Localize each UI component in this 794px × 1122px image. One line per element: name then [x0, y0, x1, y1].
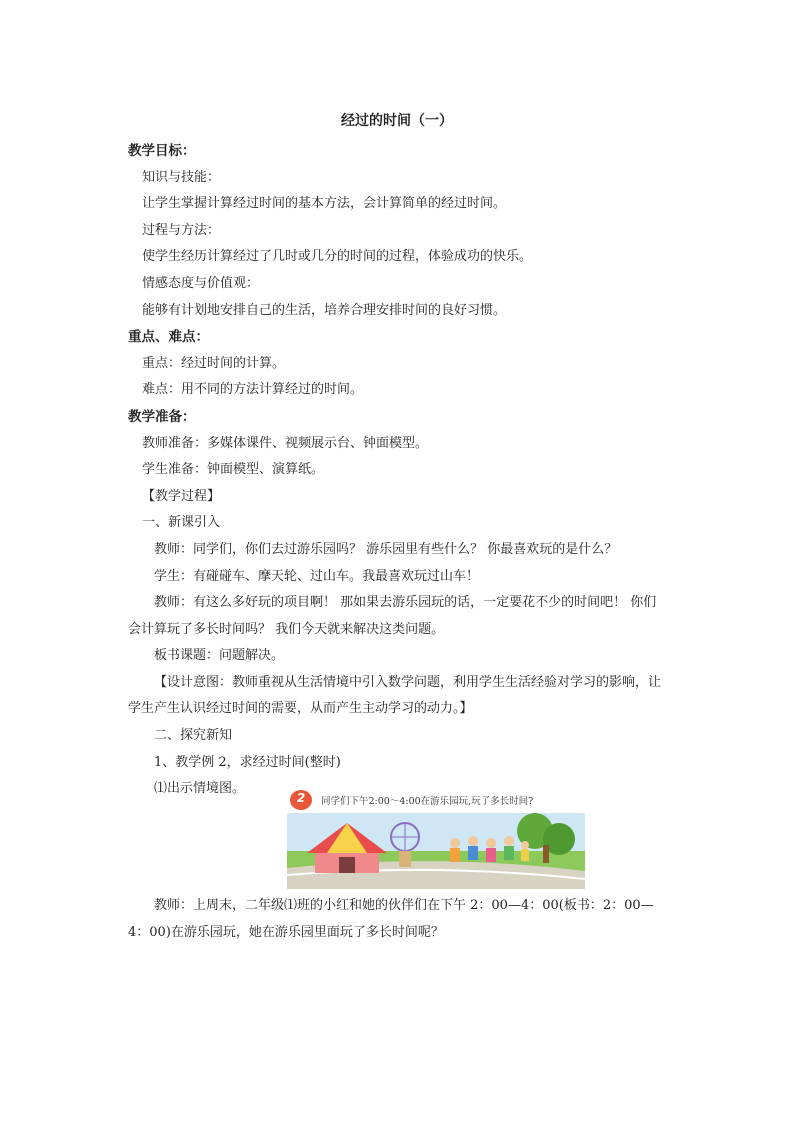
text-line: 学生准备：钟面模型、演算纸。: [142, 462, 325, 478]
example-number-badge: [290, 790, 312, 810]
text-line: 难点：用不同的方法计算经过的时间。: [142, 382, 364, 398]
illustration-caption: 同学们下午2:00～4:00在游乐园玩,玩了多长时间?: [321, 796, 534, 807]
page-title: 经过的时间（一）: [341, 113, 453, 129]
lesson-body: [128, 138, 668, 803]
section-heading: 教学准备：: [128, 408, 196, 425]
text-line: 教师：同学们，你们去过游乐园吗？ 游乐园里有些什么？ 你最喜欢玩的是什么？: [154, 541, 618, 557]
section-heading: 教学目标：: [128, 143, 196, 159]
illustration-caption-bar: [287, 785, 585, 813]
text-line: 能够有计划地安排自己的生活，培养合理安排时间的良好习惯。: [142, 302, 507, 318]
text-line: 情感态度与价值观：: [142, 275, 260, 291]
text-line: 【设计意图：教师重视从生活情境中引入数学问题，利用学生生活经验对学习的影响，让学生产生认识经过时间的需要，从而产生主动学习的动力。】: [128, 674, 662, 717]
scene-illustration: [287, 785, 585, 889]
text-line: ⑴出示情境图。: [154, 781, 246, 797]
amusement-park-scene: [287, 813, 585, 889]
text-line: 板书课题：问题解决。: [154, 648, 285, 664]
text-line: 重点：经过时间的计算。: [142, 355, 286, 371]
teacher-question: 教师：上周末，二年级⑴班的小红和她的伙伴们在下午 2：00—4：00(板书：2：00—4：00)在游乐园玩，她在游乐园里面玩了多长时间呢？: [128, 898, 654, 940]
text-line: 二、探究新知: [154, 728, 233, 744]
text-line: 1、教学例 2，求经过时间(整时): [154, 754, 341, 770]
text-line: 知识与技能：: [142, 169, 221, 185]
text-line: 使学生经历计算经过了几时或几分的时间的过程，体验成功的快乐。: [142, 249, 533, 265]
text-line: 过程与方法：: [142, 222, 221, 238]
text-line: 教师准备：多媒体课件、视频展示台、钟面模型。: [142, 435, 429, 451]
section-heading: 重点、难点：: [128, 329, 209, 346]
text-line: 学生：有碰碰车、摩天轮、过山车。我最喜欢玩过山车！: [154, 568, 480, 584]
text-line: 【教学过程】: [142, 488, 221, 504]
text-line: 一、新课引入: [142, 515, 221, 531]
after-figure-text: [128, 893, 668, 946]
text-line: 让学生掌握计算经过时间的基本方法，会计算简单的经过时间。: [142, 196, 507, 212]
example-number: 2: [296, 791, 306, 805]
text-line: 教师：有这么多好玩的项目啊！ 那如果去游乐园玩的话，一定要花不少的时间吧！ 你们会计算玩了多长时间吗？ 我们今天就来解决这类问题。: [128, 595, 657, 637]
